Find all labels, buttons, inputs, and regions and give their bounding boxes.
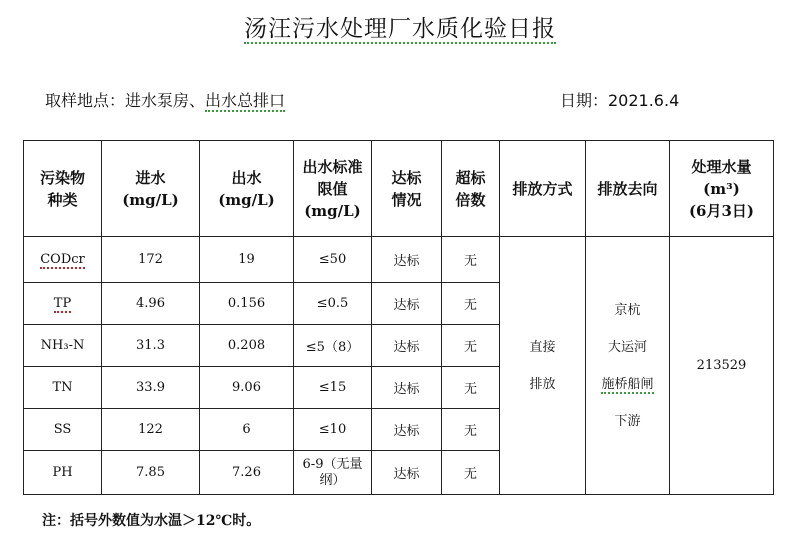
standard-cell: ≤50 <box>294 237 372 283</box>
discharge-dest-line: 大运河 <box>607 339 647 355</box>
discharge-dest-line: 施桥船闸 <box>601 376 654 392</box>
status-cell: 达标 <box>372 367 442 409</box>
inflow-cell: 4.96 <box>102 283 200 325</box>
status-cell: 达标 <box>372 283 442 325</box>
standard-cell: 6-9（无量 纲） <box>294 451 372 495</box>
header-inflow: 进水 (mg/L) <box>102 141 200 237</box>
outflow-cell: 19 <box>200 237 294 283</box>
sampling-location <box>45 88 285 111</box>
discharge-dest-line: 京杭 <box>614 302 641 318</box>
inflow-cell: 7.85 <box>102 451 200 495</box>
inflow-cell: 172 <box>102 237 200 283</box>
sampling-location-a: 进水泵房、 <box>125 91 206 110</box>
pollutant-cell: TN <box>24 367 102 409</box>
outflow-cell: 0.208 <box>200 325 294 367</box>
header-outflow: 出水 (mg/L) <box>200 141 294 237</box>
header-row <box>24 141 774 237</box>
pollutant-cell: SS <box>24 409 102 451</box>
exceed-cell: 无 <box>442 325 500 367</box>
report-title: 汤汪污水处理厂水质化验日报 <box>244 16 556 42</box>
header-status: 达标 情况 <box>372 141 442 237</box>
status-cell: 达标 <box>372 451 442 495</box>
outflow-cell: 9.06 <box>200 367 294 409</box>
outflow-cell: 0.156 <box>200 283 294 325</box>
sampling-label: 取样地点： <box>45 91 126 110</box>
footnote: 注：括号外数值为水温＞12℃时。 <box>42 513 261 529</box>
discharge-dest-cell <box>586 237 670 495</box>
sampling-location-b: 出水总排口 <box>205 91 286 110</box>
header-exceed: 超标 倍数 <box>442 141 500 237</box>
discharge-dest-line: 下游 <box>614 413 641 429</box>
exceed-cell: 无 <box>442 367 500 409</box>
inflow-cell: 33.9 <box>102 367 200 409</box>
water-quality-table <box>23 140 774 495</box>
pollutant-cell: CODcr <box>24 237 102 283</box>
inflow-cell: 122 <box>102 409 200 451</box>
volume-value: 213529 <box>670 237 774 495</box>
status-cell: 达标 <box>372 237 442 283</box>
status-cell: 达标 <box>372 325 442 367</box>
inflow-cell: 31.3 <box>102 325 200 367</box>
discharge-method-line: 直接 <box>529 339 556 355</box>
standard-cell: ≤10 <box>294 409 372 451</box>
report-date: 日期：2021.6.4 <box>560 91 680 110</box>
standard-cell: ≤15 <box>294 367 372 409</box>
outflow-cell: 7.26 <box>200 451 294 495</box>
header-discharge-method: 排放方式 <box>500 141 586 237</box>
pollutant-cell: TP <box>24 283 102 325</box>
header-pollutant: 污染物 种类 <box>24 141 102 237</box>
status-cell: 达标 <box>372 409 442 451</box>
exceed-cell: 无 <box>442 283 500 325</box>
exceed-cell: 无 <box>442 237 500 283</box>
standard-cell: ≤5（8） <box>294 325 372 367</box>
header-volume: 处理水量 (m³) (6月3日) <box>670 141 774 237</box>
discharge-method-line: 排放 <box>529 376 556 392</box>
exceed-cell: 无 <box>442 409 500 451</box>
standard-cell: ≤0.5 <box>294 283 372 325</box>
outflow-cell: 6 <box>200 409 294 451</box>
header-discharge-dest: 排放去向 <box>586 141 670 237</box>
exceed-cell: 无 <box>442 451 500 495</box>
pollutant-cell: NH₃-N <box>24 325 102 367</box>
discharge-method-cell <box>500 237 586 495</box>
pollutant-cell: PH <box>24 451 102 495</box>
header-standard: 出水标准 限值 (mg/L) <box>294 141 372 237</box>
table-row <box>24 237 774 283</box>
